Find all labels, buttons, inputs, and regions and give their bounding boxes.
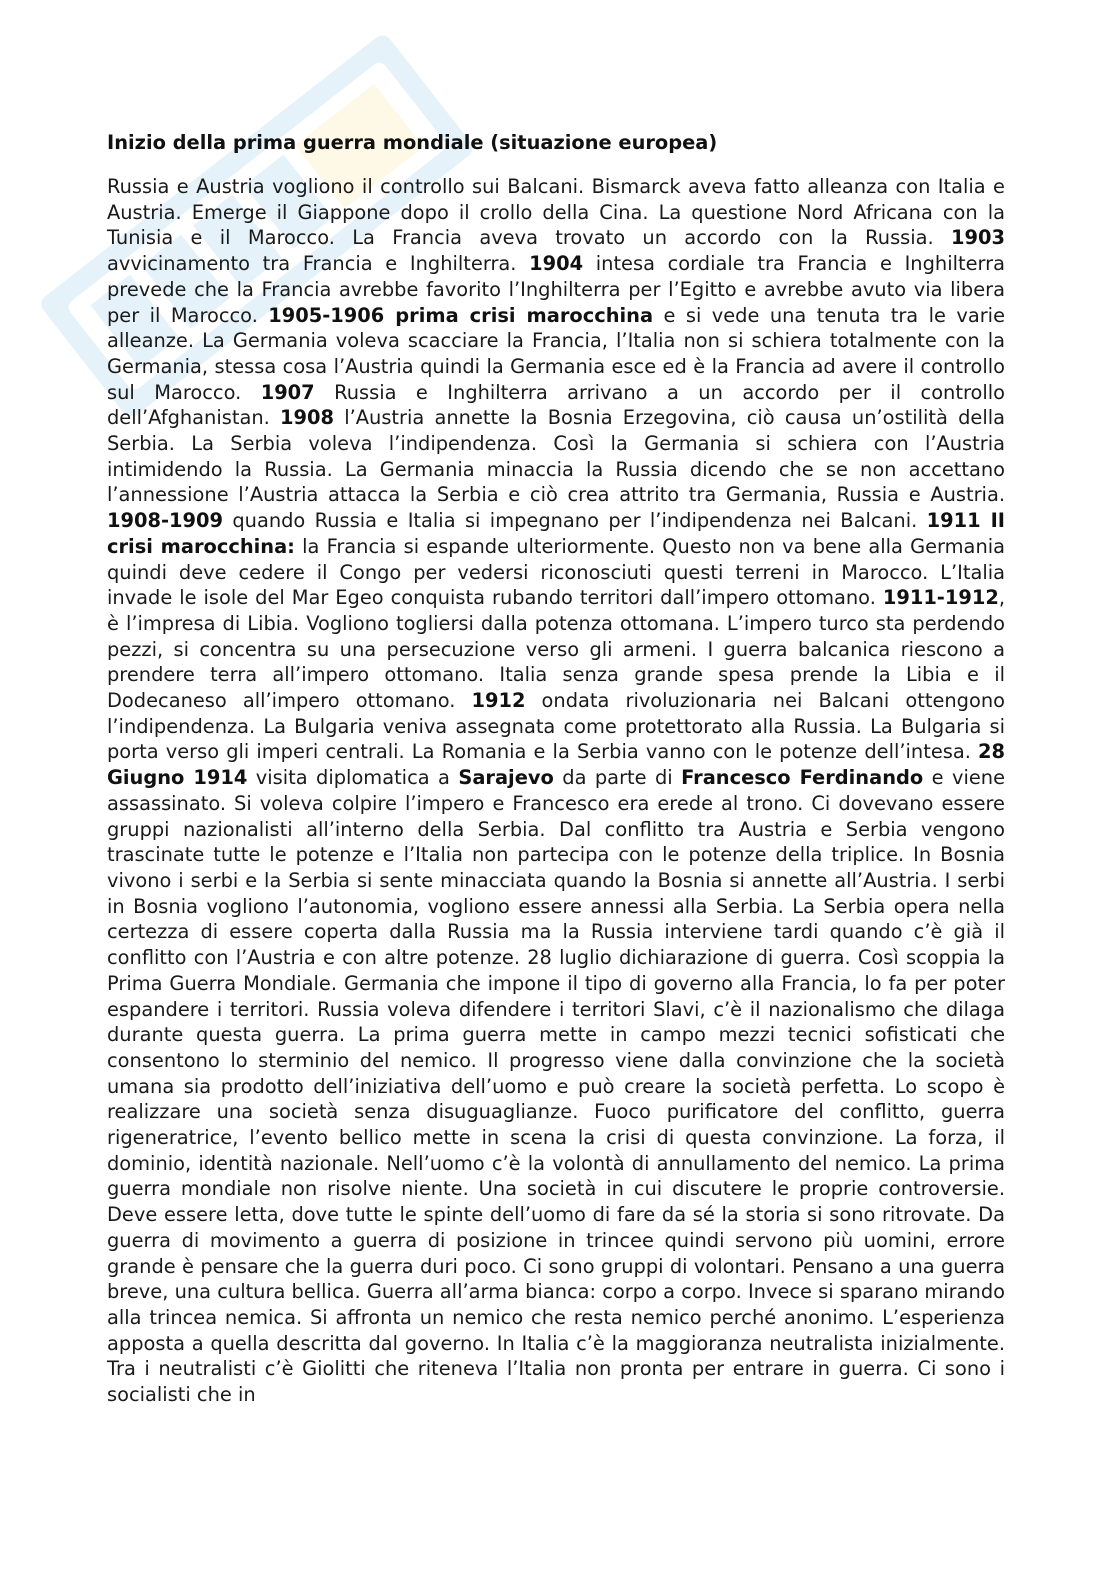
bold-run: 1907 [260, 380, 315, 404]
bold-run: 28 Giugno 1914 [107, 740, 1005, 790]
document-body [107, 174, 1005, 1408]
bold-run: 1904 [529, 252, 584, 276]
bold-run: 1905-1906 prima crisi marocchina [268, 303, 654, 327]
bold-run: 1908 [280, 406, 334, 430]
document-page [107, 128, 1005, 1408]
text-run: intesa cordiale tra Francia e Inghilterra prevede che la Francia avrebbe favorito l’Inghilterra per l’Egitto e avrebbe avuto via libera per il Marocco. [107, 252, 1005, 327]
text-run: da parte di [553, 766, 682, 790]
bold-run: 1903 [951, 226, 1005, 250]
bold-run: Francesco Ferdinando [681, 766, 924, 790]
bold-run: 1912 [471, 689, 526, 713]
document-title: Inizio della prima guerra mondiale (situazione europea) [107, 131, 718, 154]
bold-run: 1911 II crisi marocchina: [107, 509, 1005, 558]
text-run: visita diplomatica a [247, 766, 459, 790]
text-run: Russia e Inghilterra arrivano a un accordo per il controllo dell’Afghanistan. [107, 380, 1005, 430]
bold-run: 1911-1912 [882, 586, 999, 610]
text-run: la Francia si espande ulteriormente. Questo non va bene alla Germania quindi deve cedere il Congo per vedersi riconosciuti questi terreni in Marocco. L’Italia invade le isole del Mar Egeo conquista rubando territori dall’impero ottomano. [107, 534, 1006, 610]
text-run: , è l’impresa di Libia. Vogliono togliersi dalla potenza ottomana. L’impero turco sta perdendo pezzi, si concentra su una persecuzione verso gli armeni. I guerra balcanica riescono a prendere terra all’impero ottomano. Italia senza grande spesa prende la Libia e il Dodecaneso all’impero ottomano. [107, 586, 1005, 713]
text-run: avvicinamento tra Francia e Inghilterra. [107, 252, 530, 276]
text-run: e si vede una tenuta tra le varie alleanze. La Germania voleva scacciare la Francia, l’Italia non si schiera totalmente con la Germania, stessa cosa l’Austria quindi la Germania esce ed è la Francia ad avere il controllo sul Marocco. [107, 303, 1005, 404]
bold-run: Sarajevo [458, 766, 554, 790]
bold-run: 1908-1909 [107, 509, 223, 533]
text-run: Russia e Austria vogliono il controllo sui Balcani. Bismarck aveva fatto alleanza con Italia e Austria. Emerge il Giappone dopo il crollo della Cina. La questione Nord Africana con la Tunisia e il Marocco. La Francia aveva trovato un accordo con la Russia. [107, 175, 1005, 250]
text-run: quando Russia e Italia si impegnano per l’indipendenza nei Balcani. [222, 509, 927, 533]
text-run: e viene assassinato. Si voleva colpire l’impero e Francesco era erede al trono. Ci dovevano essere gruppi nazionalisti all’interno della Serbia. Dal conflitto tra Austria e Serbia vengono trascinate tutte le potenze e l’Italia non partecipa con le potenze della triplice. In Bosnia vivono i serbi e la Serbia si sente minacciata quando la Bosnia si annette all’Austria. I serbi in Bosnia vogliono l’autonomia, vogliono essere annessi alla Serbia. La Serbia opera nella certezza di essere coperta dalla Russia ma la Russia interviene tardi quando c’è già il conflitto con l’Austria e con altre potenze. 28 luglio dichiarazione di guerra. Così scoppia la Prima Guerra Mondiale. Germania che impone il tipo di governo alla Francia, lo fa per poter espandere i territori. Russia voleva difendere i territori Slavi, c’è il nazionalismo che dilaga durante questa guerra. La prima guerra mette in campo mezzi tecnici sofisticati che consentono lo sterminio del nemico. Il progresso viene dalla convinzione che la società umana sia prodotto dell’iniziativa dell’uomo e può creare la società perfetta. Lo scopo è realizzare una società senza disuguaglianze. Fuoco purificatore del conflitto, guerra rigeneratrice, l’evento bellico mette in scena la crisi di questa convinzione. La forza, il dominio, identità nazionale. Nell’uomo c’è la volontà di annullamento del nemico. La prima guerra mondiale non risolve niente. Una società in cui discutere le proprie controversie. Deve essere letta, dove tutte le spinte dell’uomo di fare da sé la storia si sono ritrovate. Da guerra di movimento a guerra di posizione in trincee quindi servono più uomini, errore grande è pensare che la guerra duri poco. Ci sono gruppi di volontari. Pensano a una guerra breve, una cultura bellica. Guerra all’arma bianca: corpo a corpo. Invece si sparano mirando alla trincea nemica. Si affronta un nemico che resta nemico perché anonimo. L’esperienza apposta a quella descritta dal governo. In Italia c’è la maggioranza neutralista inizialmente. Tra i neutralisti c’è Giolitti che riteneva l’Italia non pronta per entrare in guerra. Ci sono i socialisti che in [107, 766, 1005, 1407]
text-run: l’Austria annette la Bosnia Erzegovina, ciò causa un’ostilità della Serbia. La Serbia voleva l’indipendenza. Così la Germania si schiera con l’Austria intimidendo la Russia. La Germania minaccia la Russia dicendo che se non accettano l’annessione l’Austria attacca la Serbia e ciò crea attrito tra Germania, Russia e Austria. [107, 406, 1005, 507]
text-run: ondata rivoluzionaria nei Balcani ottengono l’indipendenza. La Bulgaria veniva assegnata come protettorato alla Russia. La Bulgaria si porta verso gli imperi centrali. La Romania e la Serbia vanno con le potenze dell’intesa. [107, 689, 1005, 764]
